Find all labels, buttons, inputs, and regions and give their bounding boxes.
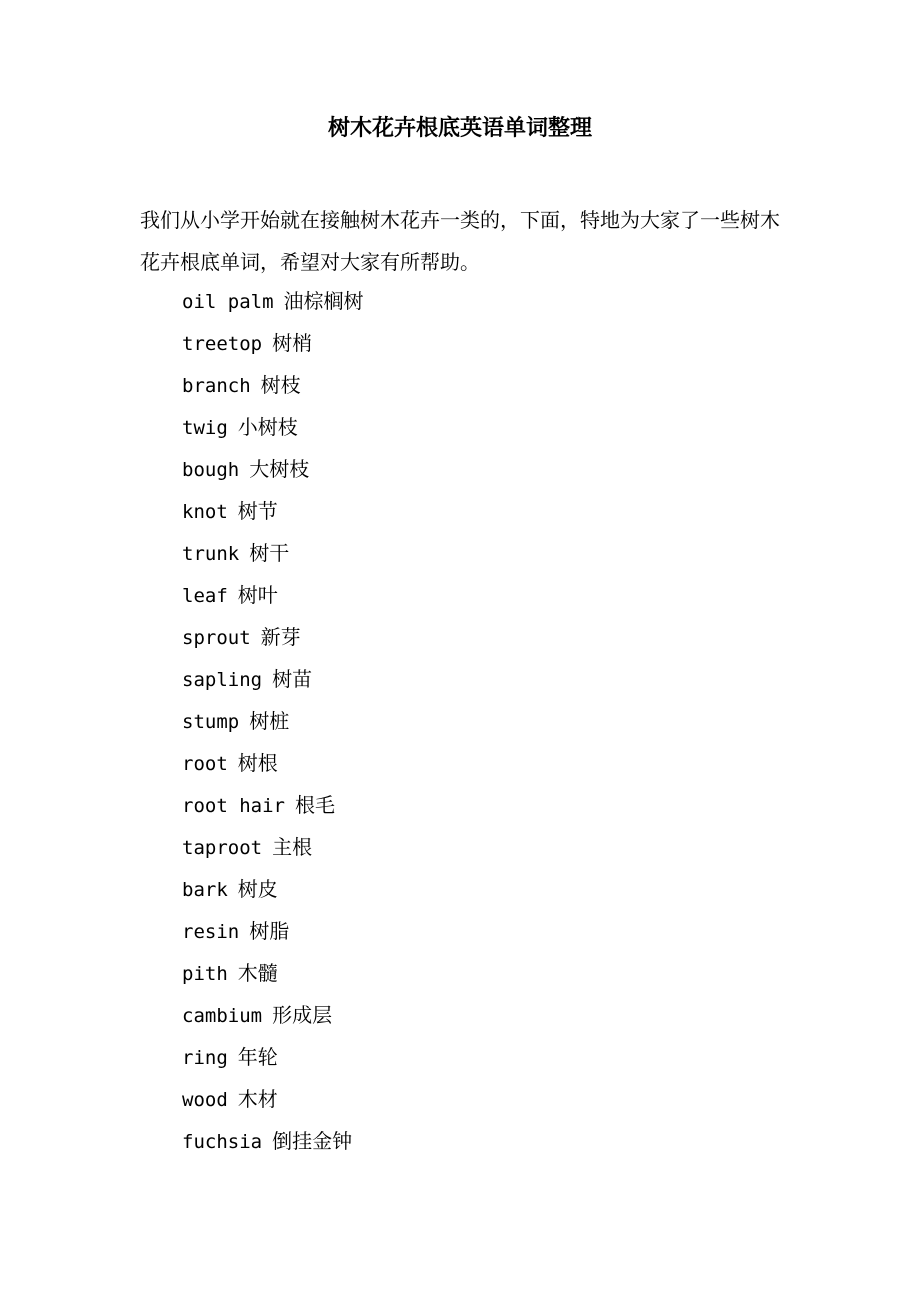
vocabulary-item: [182, 574, 364, 616]
vocabulary-item: [182, 826, 364, 868]
chinese-translation: 木材: [237, 1087, 278, 1111]
chinese-translation: 树叶: [237, 583, 278, 607]
chinese-translation: 新芽: [260, 625, 301, 649]
english-term: stump: [182, 711, 240, 733]
chinese-translation: 主根: [272, 835, 313, 859]
vocabulary-item: [182, 910, 364, 952]
chinese-translation: 树梢: [272, 331, 313, 355]
english-term: cambium: [182, 1005, 263, 1027]
vocabulary-item: [182, 406, 364, 448]
vocabulary-item: [182, 1036, 364, 1078]
vocabulary-item: [182, 700, 364, 742]
chinese-translation: 树皮: [237, 877, 278, 901]
english-term: wood: [182, 1089, 228, 1111]
vocabulary-item: [182, 280, 364, 322]
english-term: root hair: [182, 795, 285, 817]
chinese-translation: 树苗: [272, 667, 313, 691]
english-term: fuchsia: [182, 1131, 263, 1153]
english-term: branch: [182, 375, 251, 397]
chinese-translation: 树枝: [260, 373, 301, 397]
vocabulary-item: [182, 994, 364, 1036]
english-term: leaf: [182, 585, 228, 607]
vocabulary-item: [182, 364, 364, 406]
english-term: knot: [182, 501, 228, 523]
english-term: bark: [182, 879, 228, 901]
english-term: root: [182, 753, 228, 775]
chinese-translation: 大树枝: [249, 457, 310, 481]
vocabulary-item: [182, 868, 364, 910]
vocabulary-item: [182, 658, 364, 700]
chinese-translation: 树节: [237, 499, 278, 523]
english-term: trunk: [182, 543, 240, 565]
chinese-translation: 形成层: [272, 1003, 333, 1027]
vocabulary-item: [182, 532, 364, 574]
chinese-translation: 小树枝: [237, 415, 298, 439]
chinese-translation: 倒挂金钟: [272, 1129, 353, 1153]
vocabulary-item: [182, 616, 364, 658]
english-term: sprout: [182, 627, 251, 649]
vocabulary-item: [182, 1120, 364, 1162]
vocabulary-item: [182, 784, 364, 826]
english-term: sapling: [182, 669, 263, 691]
english-term: twig: [182, 417, 228, 439]
vocabulary-item: [182, 952, 364, 994]
vocabulary-item: [182, 322, 364, 364]
english-term: bough: [182, 459, 240, 481]
vocabulary-item: [182, 742, 364, 784]
vocabulary-list: [182, 280, 364, 1162]
english-term: pith: [182, 963, 228, 985]
chinese-translation: 树根: [237, 751, 278, 775]
vocabulary-item: [182, 448, 364, 490]
english-term: oil palm: [182, 291, 274, 313]
chinese-translation: 树脂: [249, 919, 290, 943]
chinese-translation: 根毛: [294, 793, 335, 817]
vocabulary-item: [182, 1078, 364, 1120]
english-term: taproot: [182, 837, 263, 859]
vocabulary-item: [182, 490, 364, 532]
chinese-translation: 树桩: [249, 709, 290, 733]
document-title: 树木花卉根底英语单词整理: [327, 115, 592, 141]
chinese-translation: 树干: [249, 541, 290, 565]
intro-paragraph: 我们从小学开始就在接触树木花卉一类的，下面，特地为大家了一些树木花卉根底单词，希望对大家有所帮助。: [140, 208, 780, 274]
english-term: treetop: [182, 333, 263, 355]
english-term: ring: [182, 1047, 228, 1069]
english-term: resin: [182, 921, 240, 943]
chinese-translation: 木髓: [237, 961, 278, 985]
chinese-translation: 油棕榈树: [283, 289, 364, 313]
chinese-translation: 年轮: [237, 1045, 278, 1069]
